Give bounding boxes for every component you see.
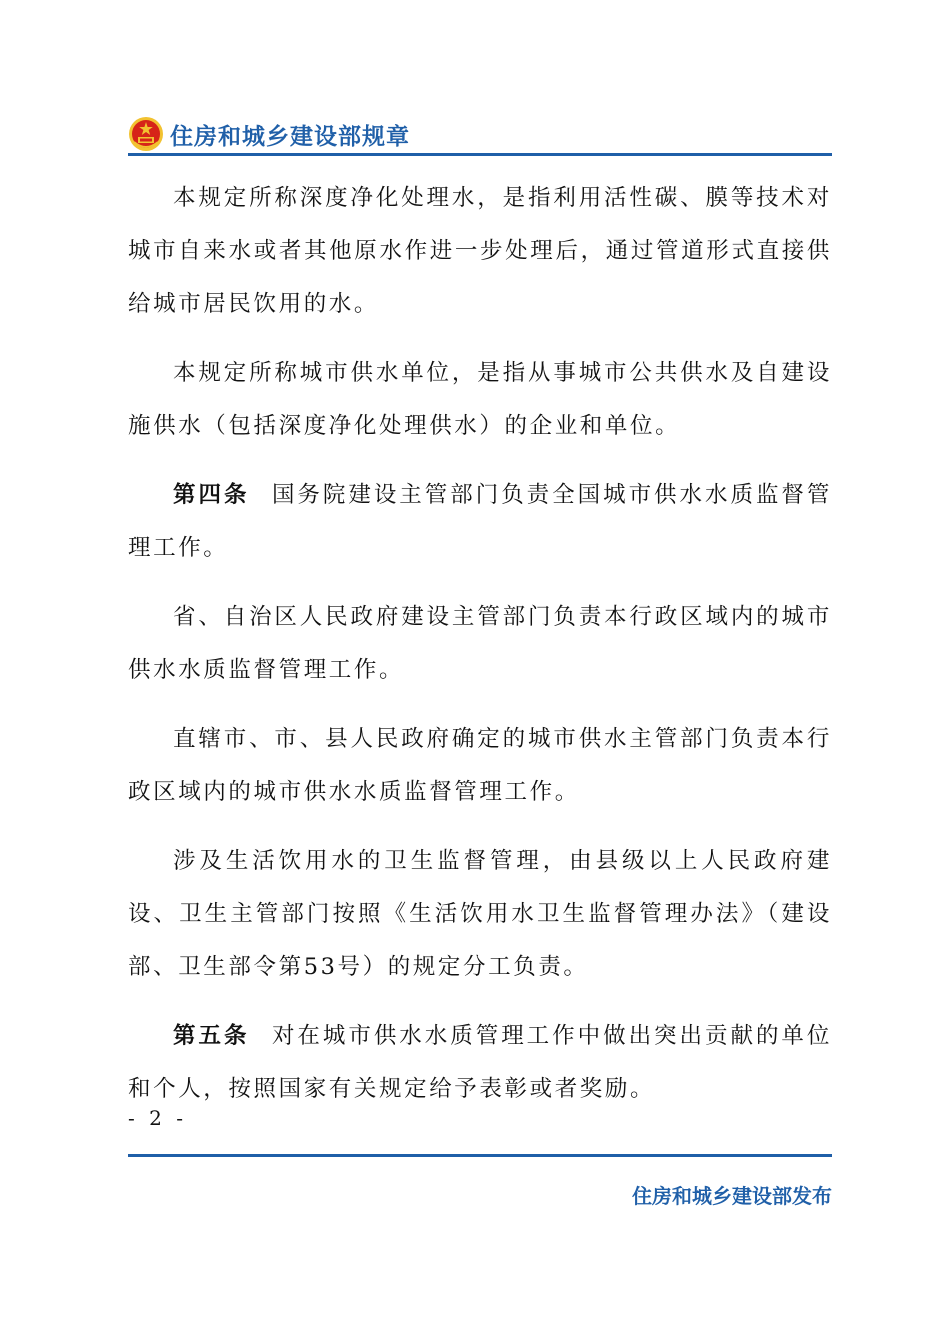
paragraph-text: 对在城市供水水质管理工作中做出突出贡献的单位和个人，按照国家有关规定给予表彰或者奖励。 [128, 1023, 832, 1102]
header-title: 住房和城乡建设部规章 [170, 124, 410, 150]
national-emblem-icon [128, 116, 164, 152]
page-header [128, 114, 832, 154]
paragraph-text: 涉及生活饮用水的卫生监督管理，由县级以上人民政府建设、卫生主管部门按照《生活饮用水卫生监督管理办法》（建设部、卫生部令第53号）的规定分工负责。 [128, 848, 832, 980]
article-paragraph [128, 469, 832, 575]
footer-divider [128, 1154, 832, 1157]
footer-publisher: 住房和城乡建设部发布 [632, 1184, 832, 1208]
paragraph-text: 直辖市、市、县人民政府确定的城市供水主管部门负责本行政区域内的城市供水水质监督管理工作。 [128, 726, 832, 805]
document-body [128, 172, 832, 1132]
paragraph [128, 835, 832, 994]
article-heading: 第五条 [173, 1023, 250, 1049]
paragraph-text: 省、自治区人民政府建设主管部门负责本行政区域内的城市供水水质监督管理工作。 [128, 604, 832, 683]
header-divider [128, 153, 832, 156]
article-heading: 第四条 [173, 482, 250, 508]
paragraph-text: 本规定所称城市供水单位，是指从事城市公共供水及自建设施供水（包括深度净化处理供水）的企业和单位。 [128, 360, 832, 439]
page-number: - 2 - [128, 1106, 187, 1130]
paragraph [128, 713, 832, 819]
paragraph [128, 591, 832, 697]
article-paragraph [128, 1010, 832, 1116]
paragraph-text: 国务院建设主管部门负责全国城市供水水质监督管理工作。 [128, 482, 832, 561]
paragraph [128, 172, 832, 331]
paragraph-text: 本规定所称深度净化处理水，是指利用活性碳、膜等技术对城市自来水或者其他原水作进一步处理后，通过管道形式直接供给城市居民饮用的水。 [128, 185, 832, 317]
paragraph [128, 347, 832, 453]
